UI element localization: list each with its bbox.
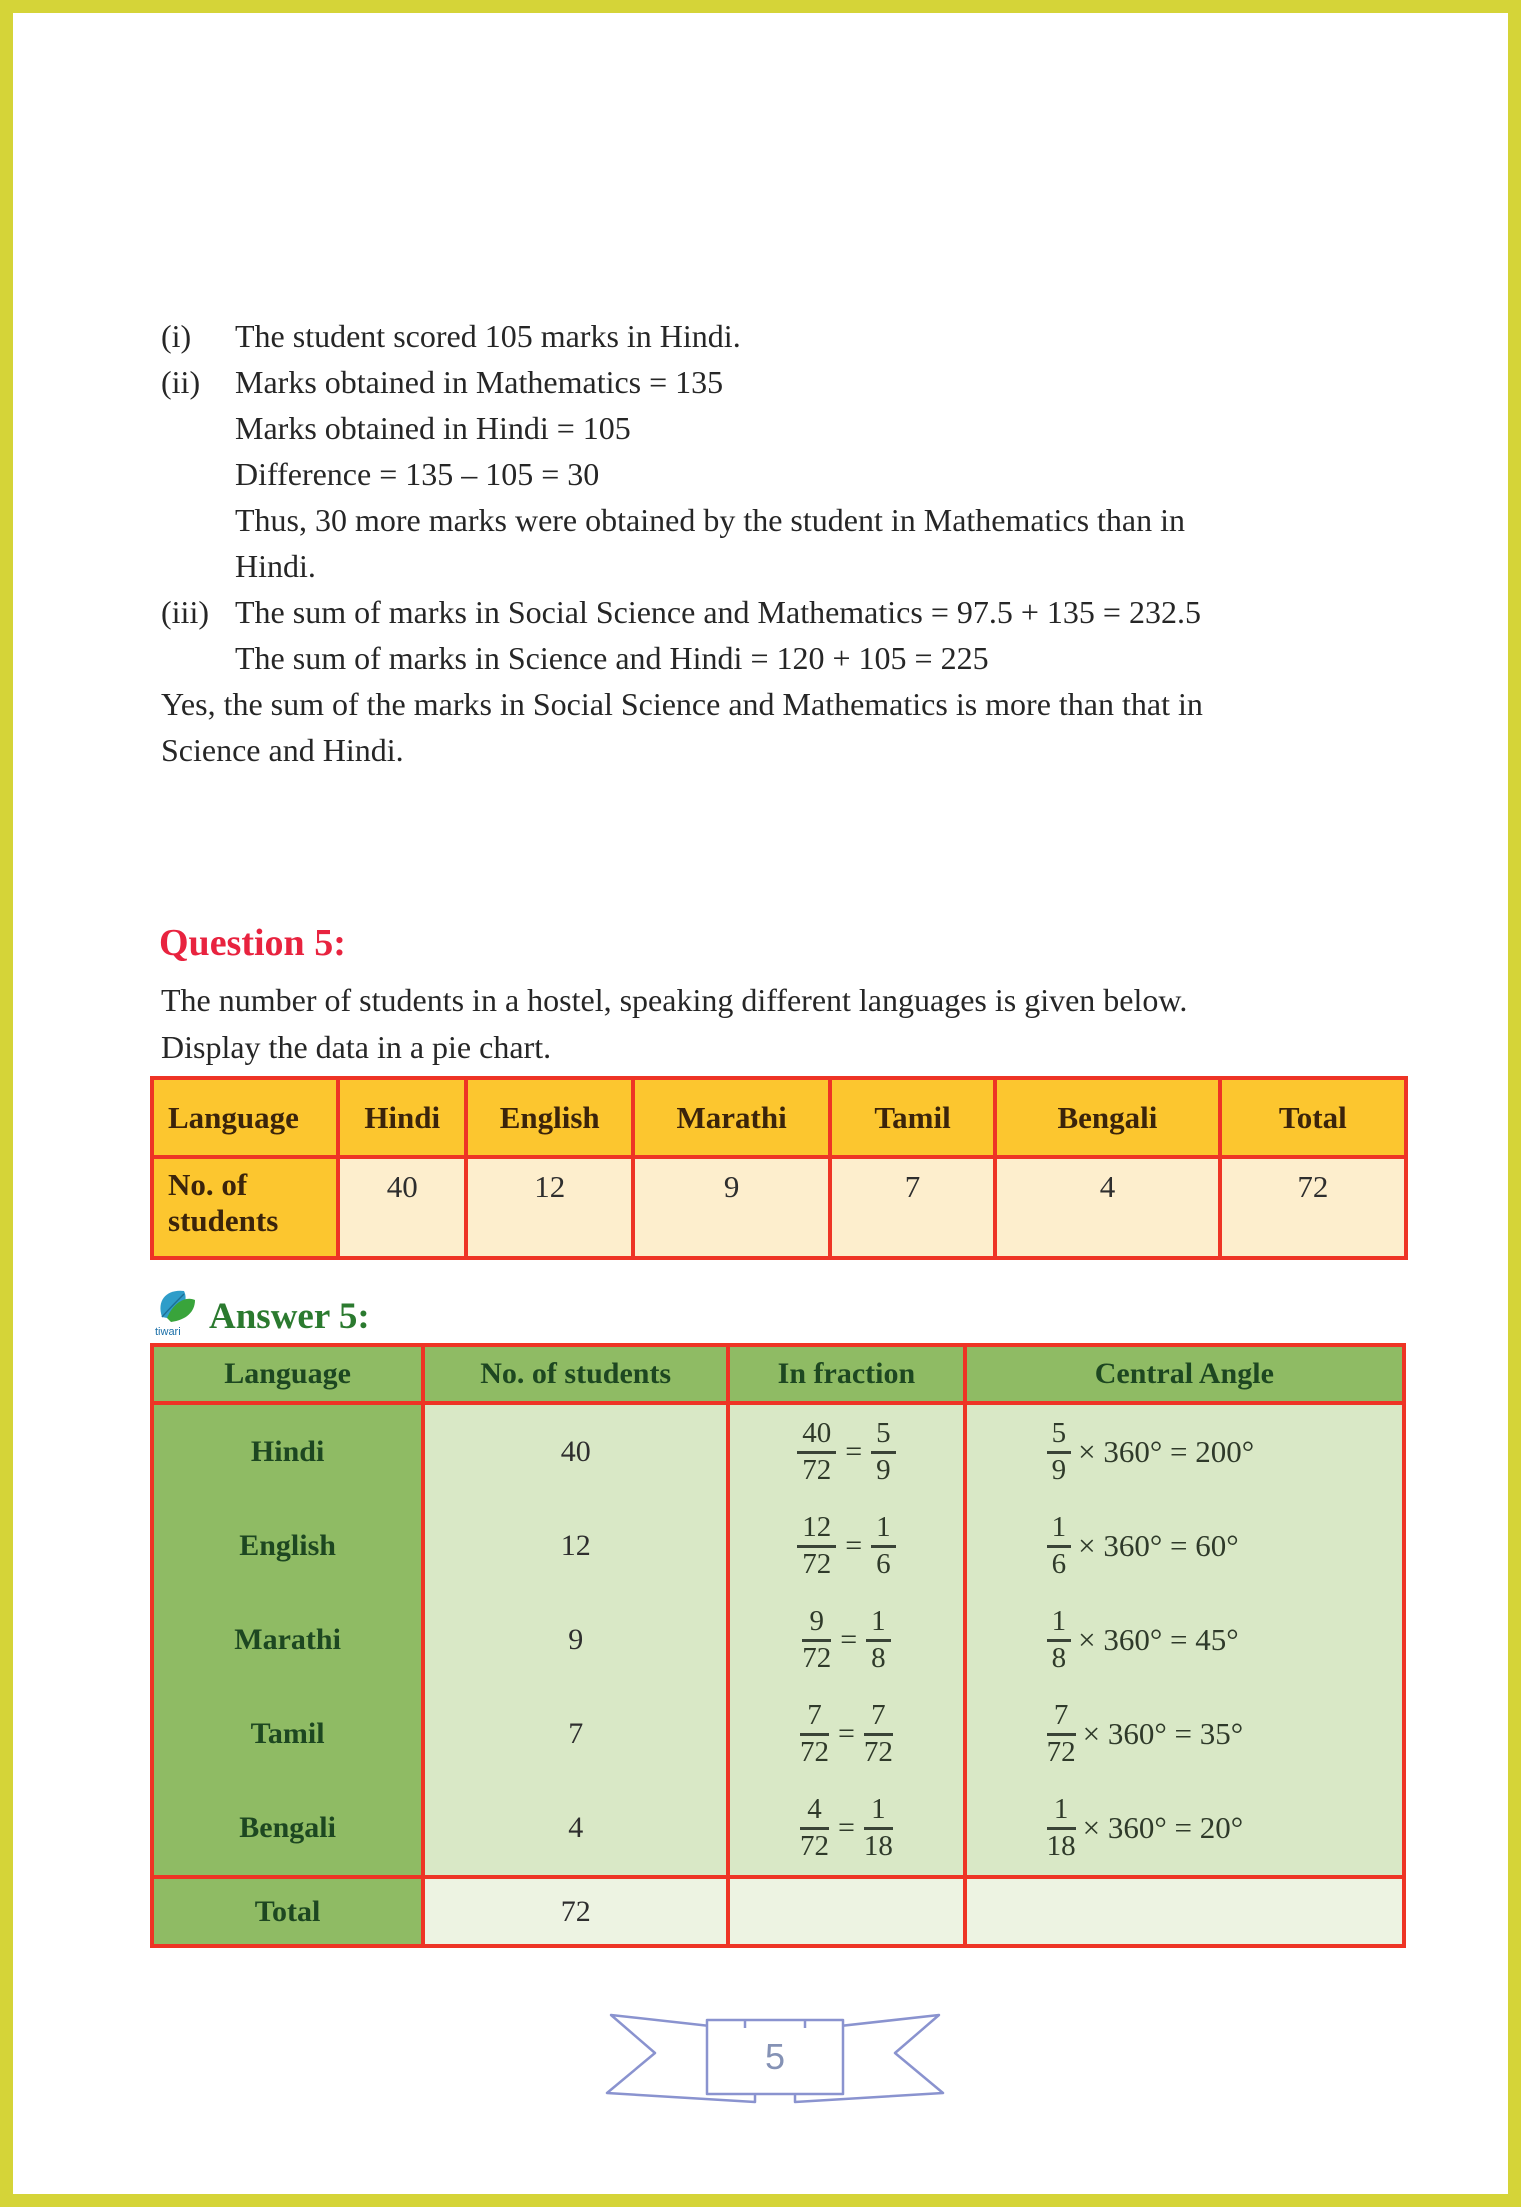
students-cell: 12	[560, 1529, 591, 1562]
page-number: 5	[764, 2036, 786, 2077]
header-marathi: Marathi	[633, 1078, 829, 1157]
language-column	[154, 1405, 425, 1875]
fraction-cell: $\frac{9}{72}$ = $\frac{1}{8}$	[730, 1593, 962, 1687]
answer-heading-row	[153, 1285, 370, 1339]
language-cell: Tamil	[250, 1717, 325, 1750]
fraction-cell: $\frac{40}{72}$ = $\frac{5}{9}$	[730, 1405, 962, 1499]
question-heading: Question 5:	[159, 922, 346, 964]
solution-line-text: Hindi.	[235, 548, 316, 584]
answer-table-total-row	[154, 1875, 1402, 1944]
total-angle-cell	[967, 1875, 1402, 1944]
header-hindi: Hindi	[338, 1078, 466, 1157]
students-cell: 4	[568, 1811, 584, 1844]
solution-line-text: Marks obtained in Mathematics = 135	[235, 364, 724, 400]
header-bengali: Bengali	[995, 1078, 1219, 1157]
language-cell: Bengali	[239, 1811, 336, 1844]
solution-line	[161, 451, 1411, 497]
header-fraction: In fraction	[730, 1347, 966, 1405]
solution-line-text: Difference = 135 – 105 = 30	[235, 456, 600, 492]
fraction-cell: $\frac{12}{72}$ = $\frac{1}{6}$	[730, 1499, 962, 1593]
total-label-cell: Total	[154, 1875, 425, 1944]
language-cell: Marathi	[234, 1623, 341, 1656]
students-cell: 9	[568, 1623, 584, 1656]
conclusion-line: Yes, the sum of the marks in Social Science and Mathematics is more than that in	[161, 686, 1203, 722]
item-marker: (iii)	[161, 594, 209, 630]
value-total: 72	[1220, 1157, 1406, 1258]
language-cell: Hindi	[250, 1435, 325, 1468]
solution-text-block	[161, 313, 1411, 773]
row-label: No. of students	[152, 1157, 338, 1258]
total-students-cell: 72	[425, 1875, 730, 1944]
table-header-row	[152, 1078, 1406, 1157]
students-cell: 40	[560, 1435, 591, 1468]
central-angle-cell: $\frac{7}{72}$ × 360° = 35°	[1046, 1699, 1244, 1768]
solution-line-text: Thus, 30 more marks were obtained by the student in Mathematics than in	[235, 502, 1185, 538]
value-hindi: 40	[338, 1157, 466, 1258]
answer-table	[150, 1343, 1406, 1948]
table-value-row	[152, 1157, 1406, 1258]
question-paragraph	[161, 977, 1411, 1071]
students-column	[425, 1405, 730, 1875]
solution-line	[161, 405, 1411, 451]
fraction-column	[730, 1405, 966, 1875]
answer-table-header-row	[154, 1347, 1402, 1405]
fraction-cell: $\frac{7}{72}$ = $\frac{7}{72}$	[799, 1699, 893, 1768]
item-marker: (ii)	[161, 364, 201, 400]
conclusion-line: Science and Hindi.	[161, 732, 404, 768]
total-fraction-cell	[730, 1875, 966, 1944]
item-marker: (i)	[161, 318, 192, 354]
solution-line	[161, 543, 1411, 589]
tiwari-leaf-logo-icon	[153, 1285, 201, 1339]
question-line: Display the data in a pie chart.	[161, 1029, 552, 1065]
language-cell: English	[239, 1529, 336, 1562]
header-language: Language	[154, 1347, 425, 1405]
header-english: English	[466, 1078, 633, 1157]
solution-line	[161, 589, 1411, 635]
solution-line	[161, 313, 1411, 359]
fraction-cell: $\frac{4}{72}$ = $\frac{1}{18}$	[799, 1793, 893, 1862]
svg-text:tiwari: tiwari	[155, 1326, 181, 1338]
central-angle-cell: $\frac{1}{6}$ × 360° = 60°	[967, 1499, 1402, 1593]
page-number-banner	[595, 2007, 955, 2105]
answer-heading: Answer 5:	[209, 1295, 370, 1337]
header-central-angle: Central Angle	[967, 1347, 1402, 1405]
students-cell: 7	[568, 1717, 584, 1750]
solution-line-text: The sum of marks in Social Science and Mathematics = 97.5 + 135 = 232.5	[235, 594, 1201, 630]
solution-line-text: The sum of marks in Science and Hindi = 120 + 105 = 225	[235, 640, 989, 676]
header-students: No. of students	[425, 1347, 730, 1405]
solution-line	[161, 359, 1411, 405]
solution-line-text: Marks obtained in Hindi = 105	[235, 410, 631, 446]
value-tamil: 7	[830, 1157, 996, 1258]
solution-line	[161, 635, 1411, 681]
central-angle-column	[967, 1405, 1402, 1875]
central-angle-cell: $\frac{1}{8}$ × 360° = 45°	[967, 1593, 1402, 1687]
value-marathi: 9	[633, 1157, 829, 1258]
question-line: The number of students in a hostel, speaking different languages is given below.	[161, 982, 1188, 1018]
value-english: 12	[466, 1157, 633, 1258]
central-angle-cell: $\frac{5}{9}$ × 360° = 200°	[967, 1405, 1402, 1499]
value-bengali: 4	[995, 1157, 1219, 1258]
header-tamil: Tamil	[830, 1078, 996, 1157]
header-language: Language	[152, 1078, 338, 1157]
solution-line-text: The student scored 105 marks in Hindi.	[235, 318, 741, 354]
central-angle-cell: $\frac{1}{18}$ × 360° = 20°	[1046, 1793, 1244, 1862]
solution-line	[161, 497, 1411, 543]
header-total: Total	[1220, 1078, 1406, 1157]
answer-table-body	[154, 1405, 1402, 1875]
question-data-table	[150, 1076, 1408, 1260]
